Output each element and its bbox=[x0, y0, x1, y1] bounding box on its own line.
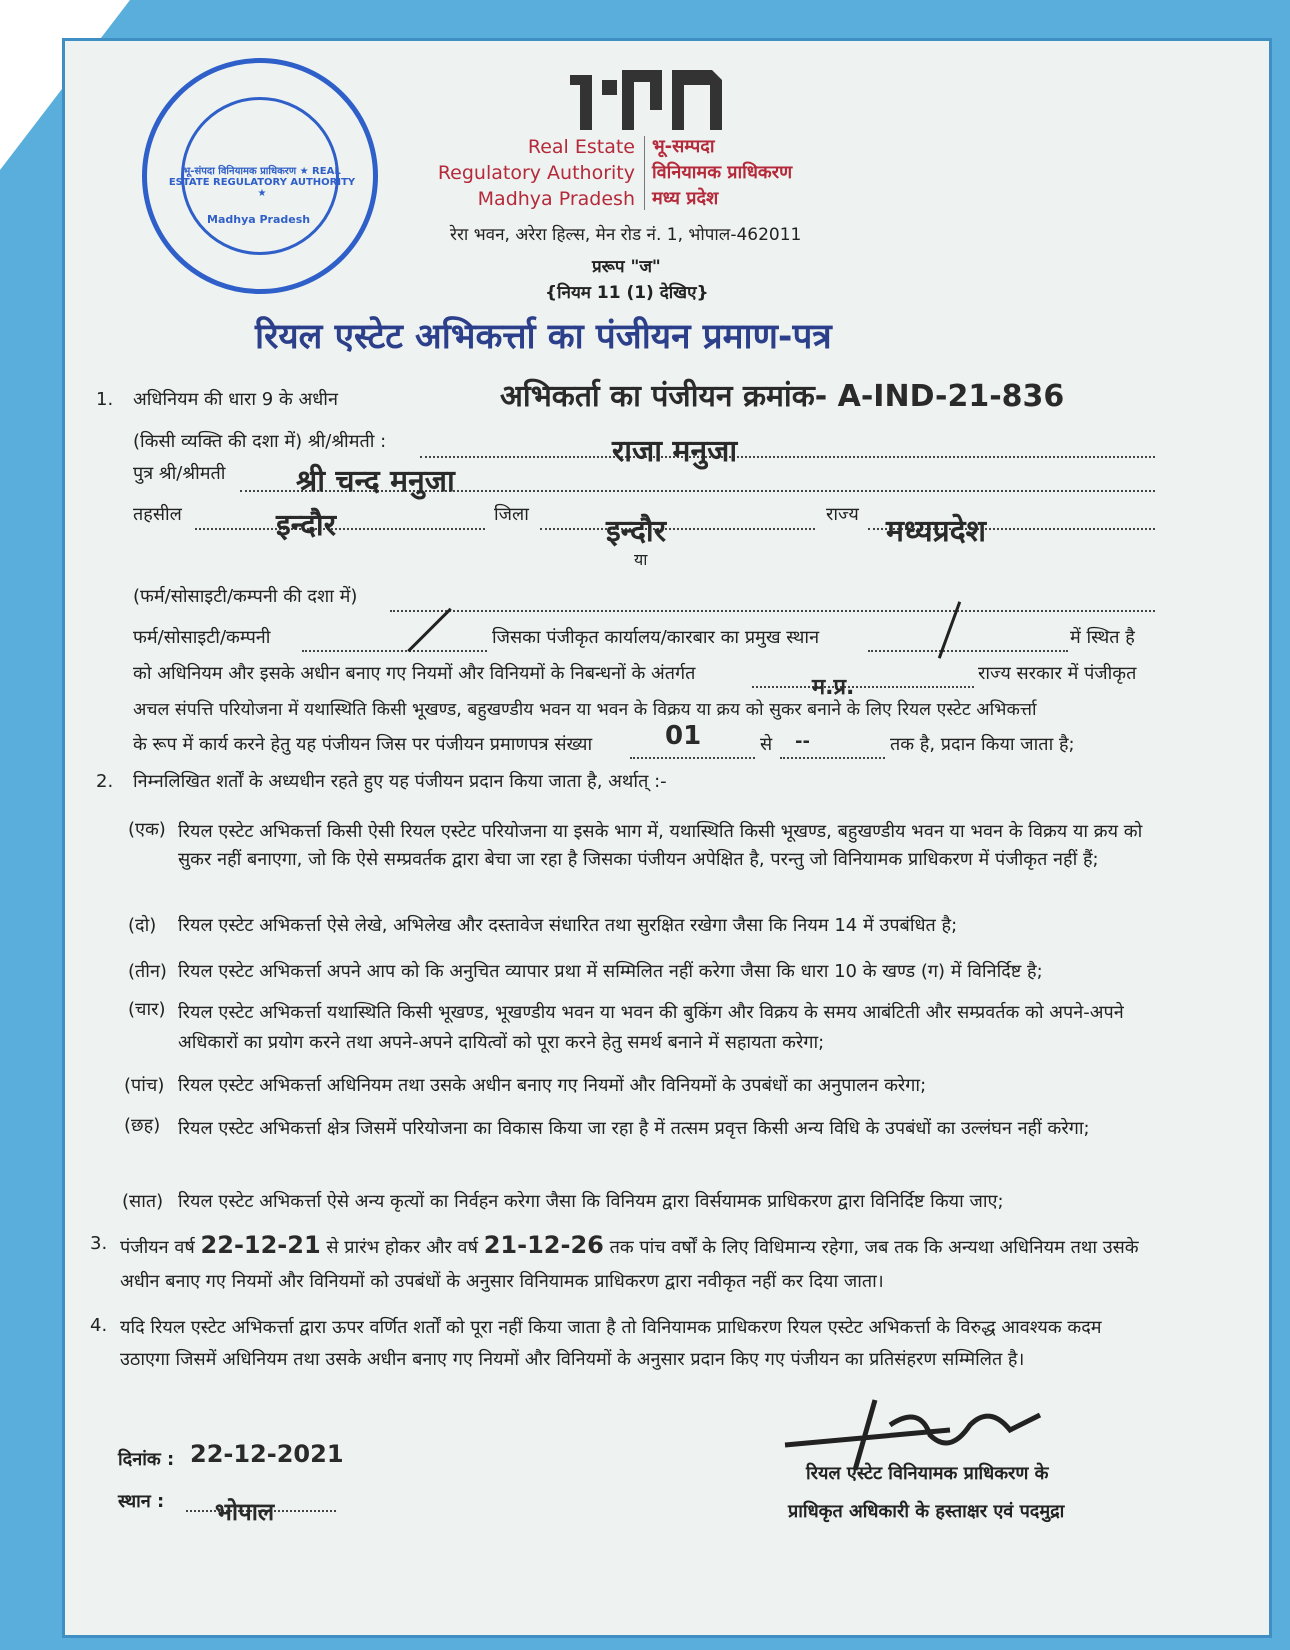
org-name-en-1: Real Estate bbox=[527, 136, 635, 158]
condition-text: रियल एस्टेट अभिकर्त्ता ऐसे अन्य कृत्यों का निर्वहन करेगा जैसा कि विनियम द्वारा विर्सयामक प्राधिकरण द्वारा विनिर्दिष्ट किया जाए; bbox=[178, 1191, 1004, 1212]
validity-clause bbox=[120, 1228, 1155, 1299]
validity-text-b: से प्रारंभ होकर और वर्ष bbox=[326, 1237, 478, 1258]
condition-text: रियल एस्टेट अभिकर्त्ता अपने आप को कि अनुचित व्यापार प्रथा में सम्मिलित नहीं करेगा जैसा कि धारा 10 के खण्ड (ग) में विनिर्दिष्ट है; bbox=[178, 961, 1043, 982]
condition-text: रियल एस्टेट अभिकर्त्ता ऐसे लेखे, अभिलेख और दस्तावेज संधारित तथा सुरक्षित रखेगा जैसा कि नियम 14 में उपबंधित है; bbox=[178, 915, 958, 936]
section-1-number: 1. bbox=[96, 389, 114, 410]
org-name-hi-3: मध्य प्रदेश bbox=[652, 188, 719, 209]
situated-label: में स्थित है bbox=[1070, 627, 1135, 648]
section-2-number: 2. bbox=[96, 771, 114, 792]
firm-case-label: (फर्म/सोसाइटी/कम्पनी की दशा में) bbox=[133, 586, 358, 607]
condition-label: (पांच) bbox=[124, 1075, 165, 1096]
form-label: प्ररूप "ज" bbox=[592, 257, 661, 277]
firm-label: फर्म/सोसाइटी/कम्पनी bbox=[133, 627, 271, 648]
condition-text: रियल एस्टेट अभिकर्त्ता यथास्थिति किसी भूखण्ड, भूखण्डीय भवन या भवन की बुकिंग और विक्रय के समय आबंटिती और सम्प्रवर्तक को अपने-अपने अधिकारों का प्रयोग करने तथा अपने-अपने दायित्वों को पूरा करने हेतु समर्थ बनाने में सहायता करेगा; bbox=[178, 1002, 1124, 1053]
parent-name: श्री चन्द मनुजा bbox=[296, 464, 455, 499]
signatory-line-2: प्राधिकृत अधिकारी के हस्ताक्षर एवं पदमुद्रा bbox=[788, 1501, 1065, 1522]
agent-name: राजा मनुजा bbox=[612, 434, 738, 469]
condition-text: रियल एस्टेट अभिकर्त्ता किसी ऐसी रियल एस्टेट परियोजना या इसके भाग में, यथास्थिति किसी भूखण्ड, बहुखण्डीय भवन या भवन के विक्रय या क्रय को सुकर नहीं बनाएगा, जो कि ऐसे सम्प्रवर्तक द्वारा बेचा जा रहा है जिसका पंजीयन अपेक्षित है, परन्तु जो विनियामक प्राधिकरण में पंजीकृत नहीं हैं; bbox=[178, 821, 1143, 870]
state-value: मध्यप्रदेश bbox=[886, 514, 987, 549]
tehsil-label: तहसील bbox=[133, 504, 182, 525]
section-3-number: 3. bbox=[90, 1233, 108, 1254]
to-value: -- bbox=[795, 731, 810, 752]
org-name-hi-1: भू-सम्पदा bbox=[652, 136, 715, 157]
section-4-number: 4. bbox=[90, 1315, 108, 1336]
act-clause: को अधिनियम और इसके अधीन बनाए गए नियमों और विनियमों के निबन्धनों के अंतर्गत bbox=[133, 663, 696, 684]
page-title: रियल एस्टेट अभिकर्त्ता का पंजीयन प्रमाण-पत्र bbox=[255, 317, 832, 357]
registration-number: अभिकर्ता का पंजीयन क्रमांक- A-IND-21-836 bbox=[500, 379, 1065, 414]
stamp-ring-text: भू-संपदा विनियामक प्राधिकरण ★ REAL ESTATE REGULATORY AUTHORITY ★ bbox=[168, 166, 356, 199]
validity-text-a: पंजीयन वर्ष bbox=[120, 1237, 195, 1258]
org-name-en-3: Madhya Pradesh bbox=[477, 188, 635, 210]
certificate-number: 01 bbox=[665, 721, 702, 751]
parent-label: पुत्र श्री/श्रीमती bbox=[133, 463, 226, 484]
org-name-en-2: Regulatory Authority bbox=[437, 162, 635, 184]
state-label: राज्य bbox=[826, 504, 859, 525]
section-1-intro: अधिनियम की धारा 9 के अधीन bbox=[133, 389, 338, 410]
or-label: या bbox=[634, 550, 648, 569]
revocation-clause: यदि रियल एस्टेट अभिकर्त्ता द्वारा ऊपर वर्णित शर्तों को पूरा नहीं किया जाता है तो विनियामक प्राधिकरण रियल एस्टेट अभिकर्त्ता के विरुद्ध आवश्यक कदम उठाएगा जिसमें अधिनियम तथा उसके अधीन बनाए गए नियमों और विनियमों के अनुसार प्रदान किए गए पंजीयन का प्रतिसंहरण सम्मिलित है। bbox=[120, 1317, 1102, 1370]
section-2-intro: निम्नलिखित शर्तों के अध्यधीन रहते हुए यह पंजीयन प्रदान किया जाता है, अर्थात् :- bbox=[133, 771, 667, 792]
official-stamp bbox=[142, 58, 378, 294]
org-name-hi-2: विनियामक प्राधिकरण bbox=[652, 162, 793, 183]
condition-label: (एक) bbox=[128, 819, 166, 840]
to-label: तक है, प्रदान किया जाता है; bbox=[890, 734, 1075, 755]
condition-text: रियल एस्टेट अभिकर्त्ता अधिनियम तथा उसके अधीन बनाए गए नियमों और विनियमों के उपबंधों का अनुपालन करेगा; bbox=[178, 1075, 927, 1096]
district-value: इन्दौर bbox=[606, 514, 666, 549]
date-label: दिनांक : bbox=[118, 1449, 175, 1470]
stamp-center-text: Madhya Pradesh bbox=[207, 213, 311, 226]
state-govt-label: राज्य सरकार में पंजीकृत bbox=[978, 663, 1137, 684]
state-abbrev: म.प्र. bbox=[812, 675, 855, 700]
rera-logo bbox=[562, 50, 727, 135]
condition-text: रियल एस्टेट अभिकर्त्ता क्षेत्र जिसमें परियोजना का विकास किया जा रहा है में तत्सम प्रवृत्त किसी अन्य विधि के उपबंधों का उल्लंघन नहीं करेगा; bbox=[178, 1118, 1090, 1139]
individual-label: (किसी व्यक्ति की दशा में) श्री/श्रीमती : bbox=[133, 431, 387, 452]
condition-label: (दो) bbox=[128, 915, 157, 936]
tehsil-value: इन्दौर bbox=[276, 508, 336, 543]
validity-text-c: तक पांच वर्षों के लिए विधिमान्य रहेगा, जब तक कि अन्यथा अधिनियम तथा उसके अधीन बनाए गए नियमों और विनियमों को उपबंधों के अनुसार विनियामक प्राधिकरण द्वारा नवीकृत नहीं कर दिया जाता। bbox=[120, 1237, 1139, 1292]
condition-label: (छह) bbox=[124, 1115, 161, 1136]
certificate-clause: के रूप में कार्य करने हेतु यह पंजीयन जिस पर पंजीयन प्रमाणपत्र संख्या bbox=[133, 734, 593, 755]
office-label: जिसका पंजीकृत कार्यालय/कारबार का प्रमुख स्थान bbox=[492, 627, 820, 648]
address: रेरा भवन, अरेरा हिल्स, मेन रोड नं. 1, भोपाल-462011 bbox=[450, 225, 802, 245]
property-clause: अचल संपत्ति परियोजना में यथास्थिति किसी भूखण्ड, बहुखण्डीय भवन या भवन के विक्रय या क्रय को सुकर बनाने के लिए रियल एस्टेट अभिकर्त्ता bbox=[133, 700, 1037, 720]
rule-reference: {नियम 11 (1) देखिए} bbox=[545, 283, 709, 303]
issue-place: भोपाल bbox=[215, 1498, 275, 1526]
district-label: जिला bbox=[494, 504, 529, 525]
end-date: 21-12-26 bbox=[483, 1231, 604, 1259]
start-date: 22-12-21 bbox=[200, 1231, 321, 1259]
from-label: से bbox=[760, 734, 773, 755]
signatory-line-1: रियल एस्टेट विनियामक प्राधिकरण के bbox=[806, 1463, 1049, 1484]
condition-label: (चार) bbox=[128, 999, 166, 1020]
condition-label: (तीन) bbox=[128, 961, 167, 982]
condition-label: (सात) bbox=[122, 1191, 164, 1212]
place-label: स्थान : bbox=[118, 1491, 165, 1512]
issue-date: 22-12-2021 bbox=[190, 1440, 344, 1468]
